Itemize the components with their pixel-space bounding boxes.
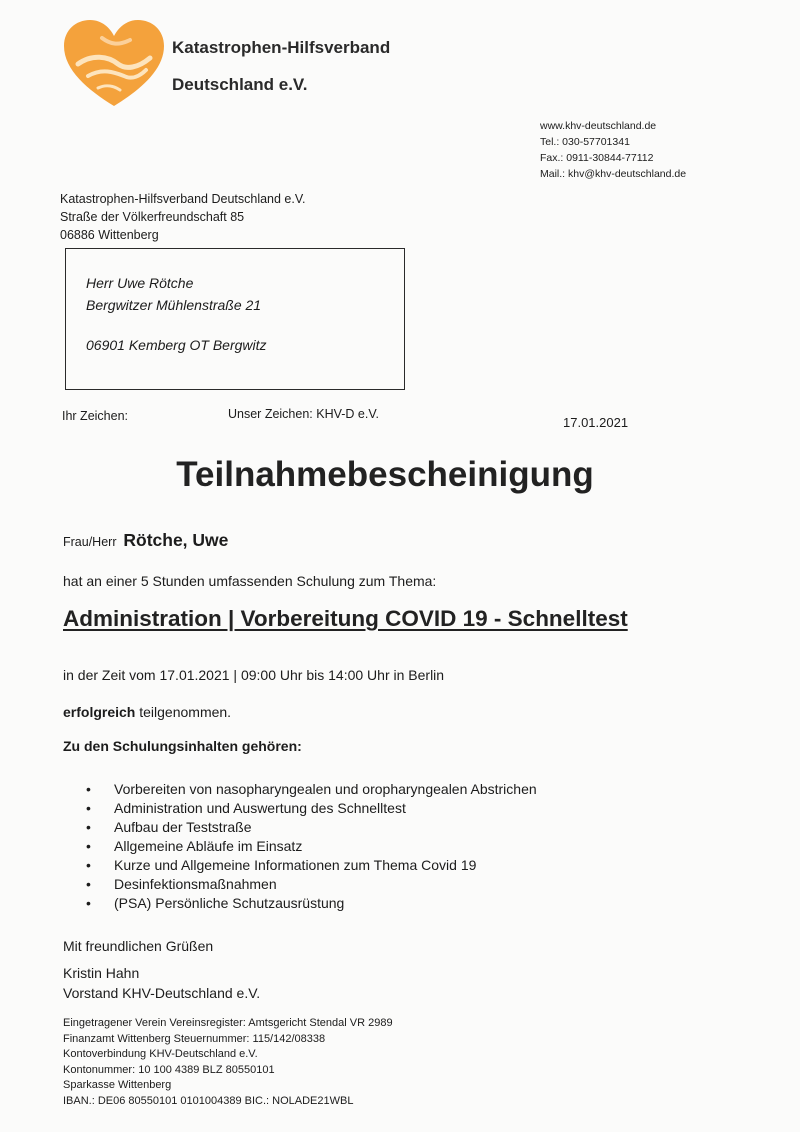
list-item: • Allgemeine Abläufe im Einsatz xyxy=(86,838,303,854)
org-name-line-1: Katastrophen-Hilfsverband xyxy=(172,38,391,57)
legal-line: Kontoverbindung KHV-Deutschland e.V. xyxy=(63,1048,258,1060)
recipient-address-box xyxy=(65,248,405,390)
contact-tel: Tel.: 030-57701341 xyxy=(540,136,630,148)
list-item: • Kurze und Allgemeine Informationen zum Thema Covid 19 xyxy=(86,857,477,873)
helping-hands-heart-icon xyxy=(58,14,170,110)
legal-line: Sparkasse Wittenberg xyxy=(63,1079,172,1091)
contact-block xyxy=(540,118,686,182)
legal-line: Kontonummer: 10 100 4389 BLZ 80550101 xyxy=(63,1063,275,1076)
ihr-zeichen: Ihr Zeichen: xyxy=(62,409,129,423)
bullet-icon: • xyxy=(86,876,91,892)
participant-line xyxy=(63,530,228,551)
unser-zeichen: Unser Zeichen: KHV-D e.V. xyxy=(228,407,379,421)
legal-footer xyxy=(63,1016,393,1109)
list-item: • Administration und Auswertung des Schnelltest xyxy=(86,800,406,816)
bullet-icon: • xyxy=(86,800,91,816)
page-title: Teilnahmebescheinigung xyxy=(176,455,594,494)
contact-mail: Mail.: khv@khv-deutschland.de xyxy=(540,168,687,180)
bullet-icon: • xyxy=(86,819,91,835)
recipient-city: 06901 Kemberg OT Bergwitz xyxy=(86,337,267,353)
list-item: • Desinfektionsmaßnahmen xyxy=(86,876,277,892)
bullet-icon: • xyxy=(86,857,91,873)
legal-line: IBAN.: DE06 80550101 0101004389 BIC.: NOLADE21WBL xyxy=(63,1094,354,1107)
list-item: • (PSA) Persönliche Schutzausrüstung xyxy=(86,895,345,911)
recipient-street: Bergwitzer Mühlenstraße 21 xyxy=(86,297,262,313)
signer-name: Kristin Hahn xyxy=(63,965,140,981)
closing-greeting: Mit freundlichen Grüßen xyxy=(63,938,214,954)
success-rest: teilgenommen. xyxy=(135,704,232,720)
sender-name: Katastrophen-Hilfsverband Deutschland e.V. xyxy=(60,192,306,206)
contact-web: www.khv-deutschland.de xyxy=(540,120,657,132)
sender-city: 06886 Wittenberg xyxy=(60,228,159,242)
signer-role: Vorstand KHV-Deutschland e.V. xyxy=(63,985,261,1001)
training-period: in der Zeit vom 17.01.2021 | 09:00 Uhr bis 14:00 Uhr in Berlin xyxy=(63,667,445,683)
sender-address xyxy=(60,190,306,244)
bullet-icon: • xyxy=(86,781,91,797)
success-bold: erfolgreich xyxy=(63,704,136,720)
contents-list xyxy=(86,780,537,913)
success-line xyxy=(63,704,231,720)
participant-name: Rötche, Uwe xyxy=(123,530,229,550)
bullet-icon: • xyxy=(86,838,91,854)
contents-heading: Zu den Schulungsinhalten gehören: xyxy=(63,738,302,754)
participant-salutation: Frau/Herr xyxy=(63,535,117,549)
legal-line: Eingetragener Verein Vereinsregister: Amtsgericht Stendal VR 2989 xyxy=(63,1017,393,1029)
letter-date: 17.01.2021 xyxy=(563,415,629,430)
intro-text: hat an einer 5 Stunden umfassenden Schulung zum Thema: xyxy=(63,573,437,589)
legal-line: Finanzamt Wittenberg Steuernummer: 115/142/08338 xyxy=(63,1032,326,1045)
list-item: • Vorbereiten von nasopharyngealen und oropharyngealen Abstrichen xyxy=(86,781,537,797)
recipient-name: Herr Uwe Rötche xyxy=(86,275,194,291)
contact-fax: Fax.: 0911-30844-77112 xyxy=(540,152,654,164)
training-topic: Administration | Vorbereitung COVID 19 - Schnelltest xyxy=(63,606,628,631)
org-name-line-2: Deutschland e.V. xyxy=(172,75,308,94)
list-item: • Aufbau der Teststraße xyxy=(86,819,252,835)
sender-street: Straße der Völkerfreundschaft 85 xyxy=(60,210,245,224)
bullet-icon: • xyxy=(86,895,91,911)
